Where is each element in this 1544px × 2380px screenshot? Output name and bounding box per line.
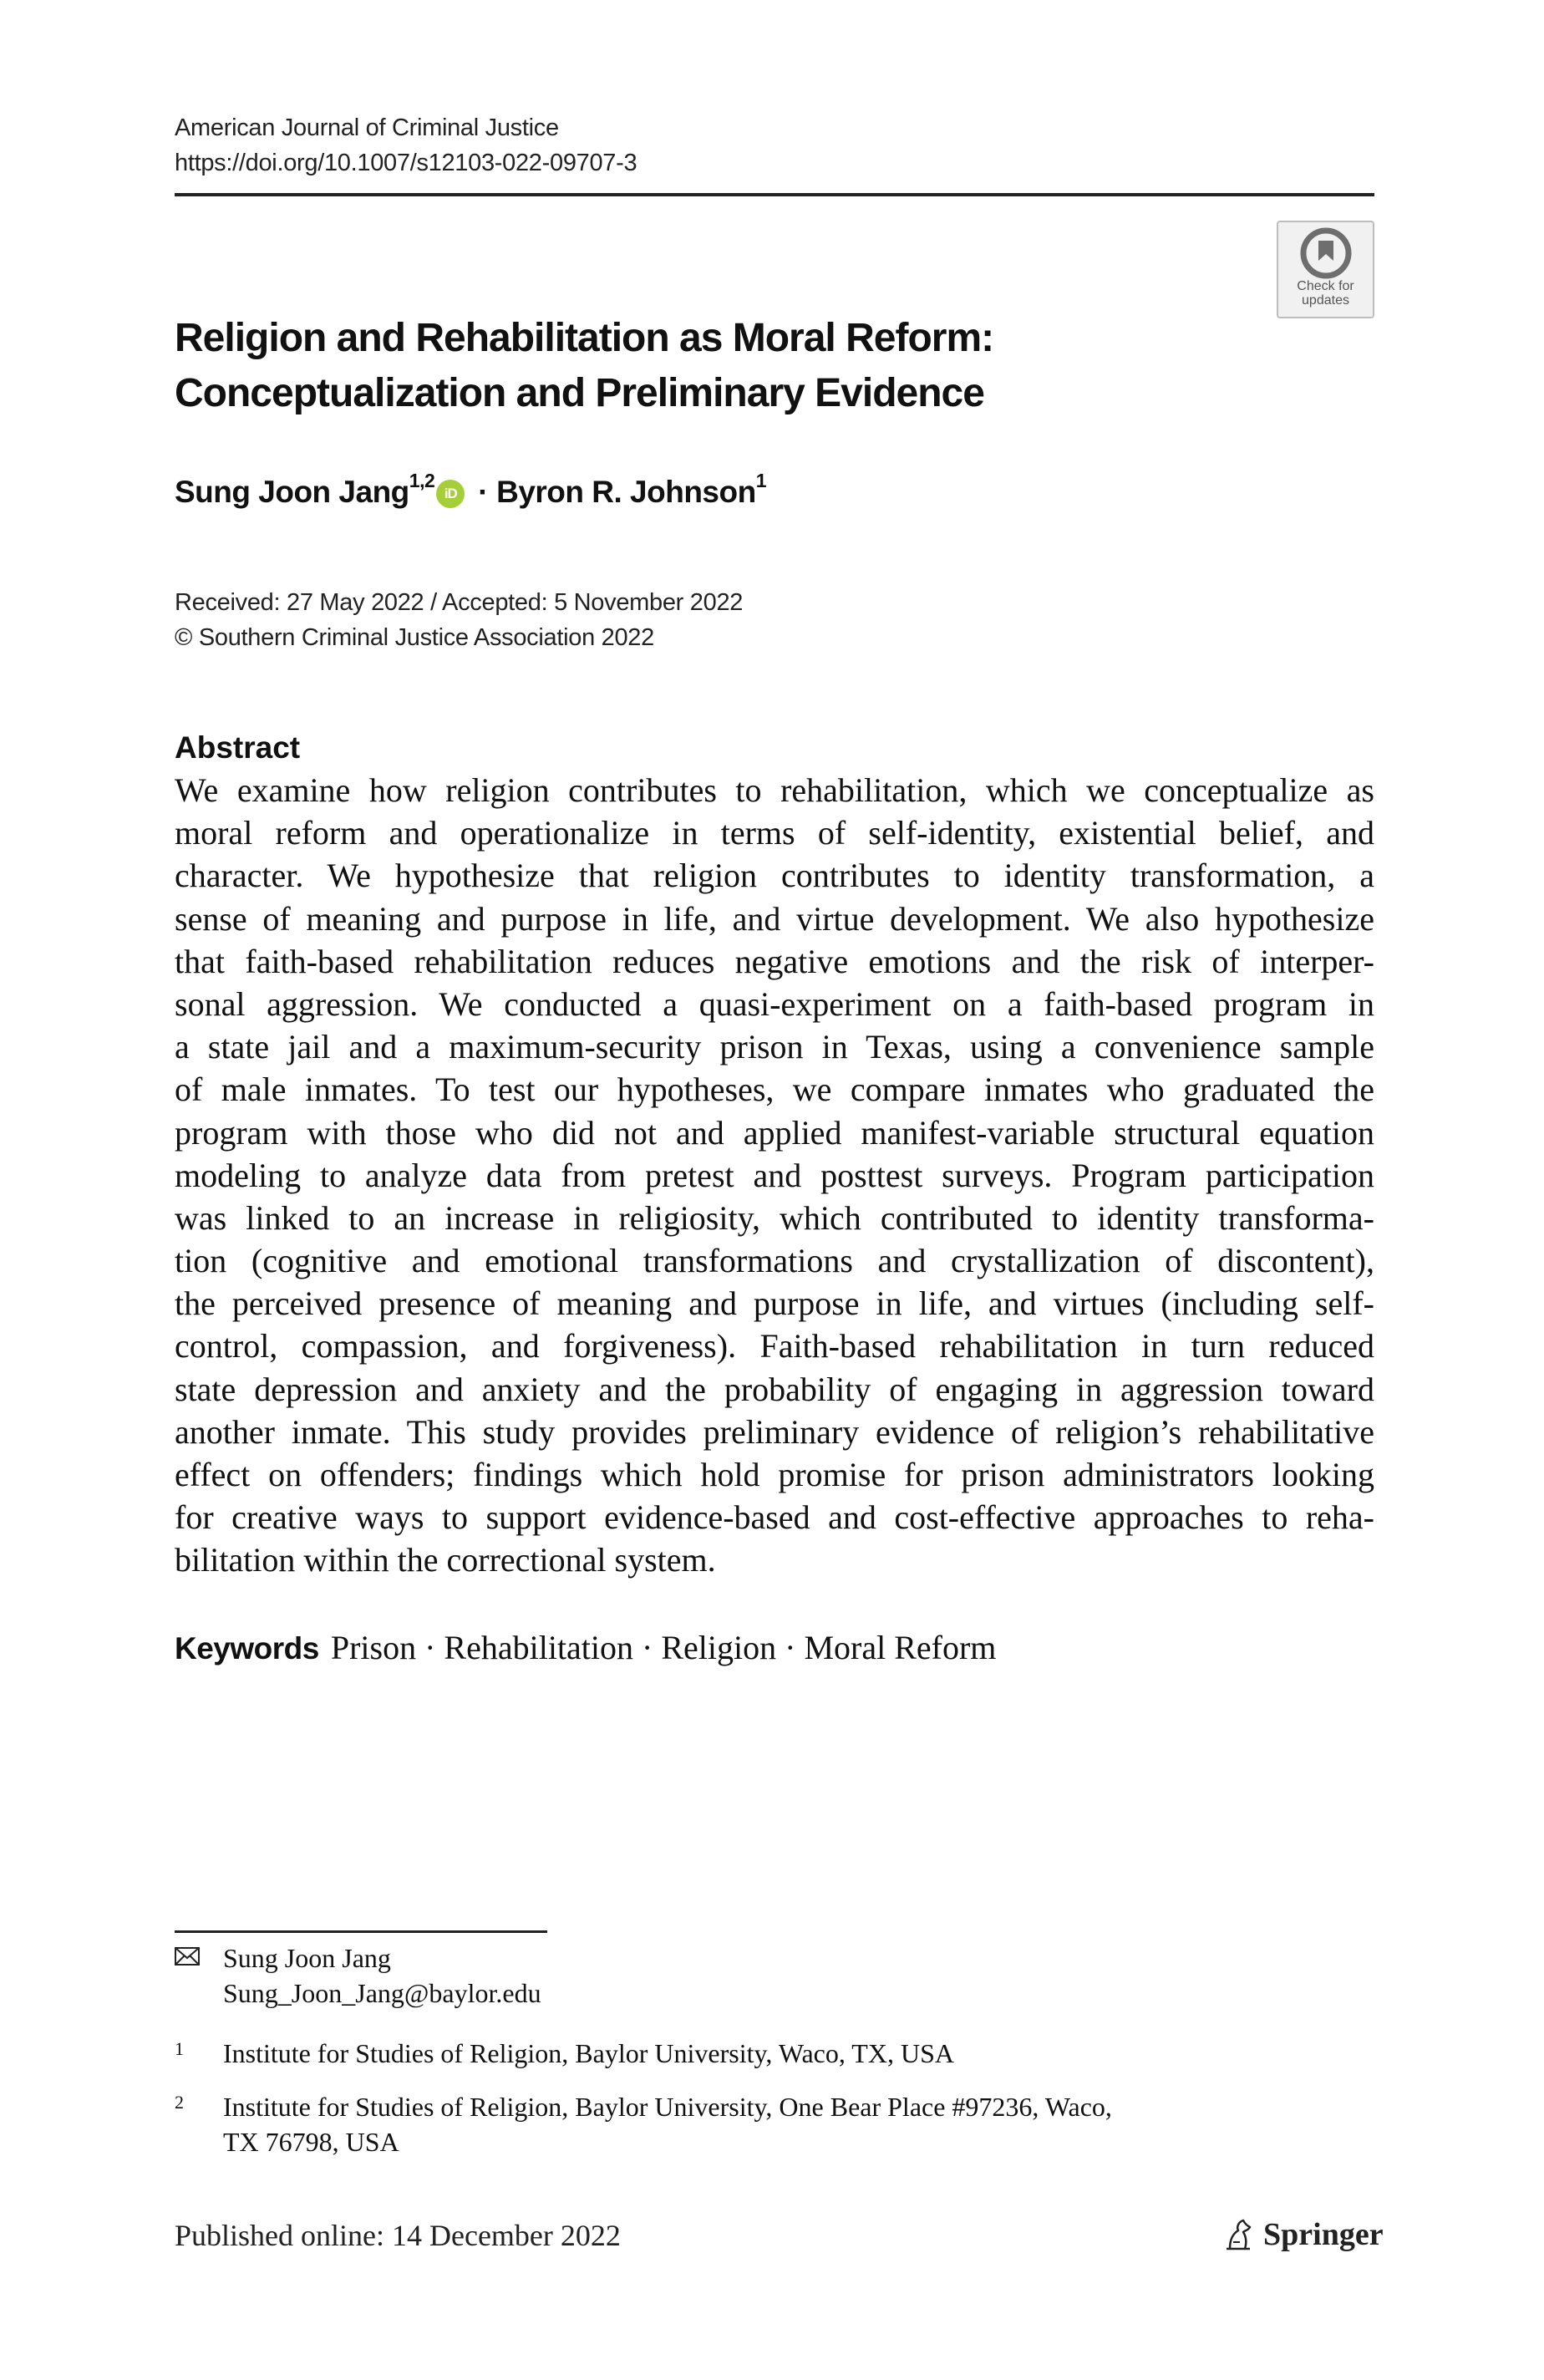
doi-link[interactable]: https://doi.org/10.1007/s12103-022-09707-3 bbox=[175, 150, 637, 176]
check-for-updates-badge[interactable] bbox=[1277, 221, 1374, 318]
affiliation-footnote bbox=[175, 2036, 1261, 2071]
check-for-updates-icon bbox=[1300, 227, 1352, 279]
corresponding-author-name: Sung Joon Jang bbox=[223, 1943, 391, 1973]
abstract-line: bilitation within the correctional system. bbox=[175, 1541, 716, 1579]
author-affiliation-mark: 1 bbox=[755, 470, 767, 491]
abstract-line: of male inmates. To test our hypotheses, we compare inmates who graduated the bbox=[175, 1070, 1374, 1109]
abstract-line: the perceived presence of meaning and purpose in life, and virtues (including self- bbox=[175, 1284, 1374, 1323]
author-affiliation-mark: 1,2 bbox=[409, 470, 435, 491]
affiliation-text: Institute for Studies of Religion, Baylor University, Waco, TX, USA bbox=[223, 2038, 954, 2068]
abstract-line: that faith-based rehabilitation reduces negative emotions and the risk of interper- bbox=[175, 942, 1374, 980]
springer-horse-icon bbox=[1221, 2217, 1255, 2252]
journal-name: American Journal of Criminal Justice bbox=[175, 114, 559, 141]
author-list bbox=[175, 470, 767, 510]
badge-line-1: Check for bbox=[1297, 279, 1354, 293]
abstract-line: effect on offenders; findings which hold promise for prison administrators looking bbox=[175, 1456, 1374, 1493]
header-rule bbox=[175, 193, 1374, 196]
abstract-line: sonal aggression. We conducted a quasi-experiment on a faith-based program in bbox=[175, 984, 1374, 1023]
keywords bbox=[175, 1628, 996, 1667]
abstract-body bbox=[175, 769, 1374, 1582]
abstract-line: a state jail and a maximum-security prison in Texas, using a convenience sample bbox=[175, 1028, 1374, 1066]
affiliation-text: Institute for Studies of Religion, Baylor University, One Bear Place #97236, Waco, bbox=[223, 2092, 1112, 2122]
footnotes bbox=[175, 1940, 1261, 2159]
envelope-icon bbox=[175, 1940, 200, 1973]
badge-line-2: updates bbox=[1302, 293, 1349, 308]
corresponding-author-email[interactable]: Sung_Joon_Jang@baylor.edu bbox=[223, 1978, 541, 2008]
affiliation-mark: 2 bbox=[175, 2092, 184, 2113]
keywords-label: Keywords bbox=[175, 1631, 319, 1665]
author-name[interactable]: Sung Joon Jang bbox=[175, 475, 409, 509]
abstract-heading: Abstract bbox=[175, 730, 301, 765]
correspondence-footnote bbox=[175, 1940, 1261, 2011]
abstract-line: tion (cognitive and emotional transformations and crystallization of discontent), bbox=[175, 1242, 1374, 1280]
published-online-date: Published online: 14 December 2022 bbox=[175, 2219, 621, 2252]
abstract-line: We examine how religion contributes to rehabilitation, which we conceptualize as bbox=[175, 771, 1374, 809]
abstract-line: sense of meaning and purpose in life, and virtue development. We also hypothesize bbox=[175, 899, 1374, 938]
article-dates bbox=[175, 585, 743, 655]
title-line-1: Religion and Rehabilitation as Moral Reform: bbox=[175, 316, 994, 360]
abstract-line: was linked to an increase in religiosity, which contributed to identity transforma- bbox=[175, 1198, 1374, 1237]
abstract-line: for creative ways to support evidence-based and cost-effective approaches to reha- bbox=[175, 1498, 1374, 1537]
affiliation-footnote bbox=[175, 2089, 1261, 2159]
article-title bbox=[175, 311, 1219, 421]
footnote-rule bbox=[175, 1930, 547, 1933]
author-name[interactable]: Byron R. Johnson bbox=[496, 475, 756, 509]
keywords-list: Prison · Rehabilitation · Religion · Moral Reform bbox=[330, 1629, 997, 1666]
title-line-2: Conceptualization and Preliminary Evidence bbox=[175, 371, 984, 415]
copyright-notice: © Southern Criminal Justice Association 2022 bbox=[175, 624, 654, 651]
abstract-line: another inmate. This study provides preliminary evidence of religion’s rehabilitative bbox=[175, 1412, 1374, 1451]
abstract-line: state depression and anxiety and the probability of engaging in aggression toward bbox=[175, 1370, 1374, 1408]
affiliation-text: TX 76798, USA bbox=[223, 2127, 399, 2157]
publisher-name: Springer bbox=[1263, 2217, 1384, 2252]
publisher-logo bbox=[1221, 2216, 1384, 2253]
received-accepted-dates: Received: 27 May 2022 / Accepted: 5 November 2022 bbox=[175, 589, 744, 616]
author-separator: · bbox=[478, 475, 489, 509]
journal-header bbox=[175, 110, 637, 181]
affiliation-mark: 1 bbox=[175, 2038, 184, 2059]
abstract-line: moral reform and operationalize in terms of self-identity, existential belief, and bbox=[175, 814, 1374, 852]
abstract-line: character. We hypothesize that religion contributes to identity transformation, a bbox=[175, 857, 1374, 895]
abstract-line: control, compassion, and forgiveness). Faith-based rehabilitation in turn reduced bbox=[175, 1327, 1374, 1365]
orcid-icon[interactable]: iD bbox=[436, 480, 465, 508]
abstract-line: program with those who did not and applied manifest-variable structural equation bbox=[175, 1113, 1374, 1152]
abstract-line: modeling to analyze data from pretest and posttest surveys. Program participation bbox=[175, 1156, 1374, 1194]
